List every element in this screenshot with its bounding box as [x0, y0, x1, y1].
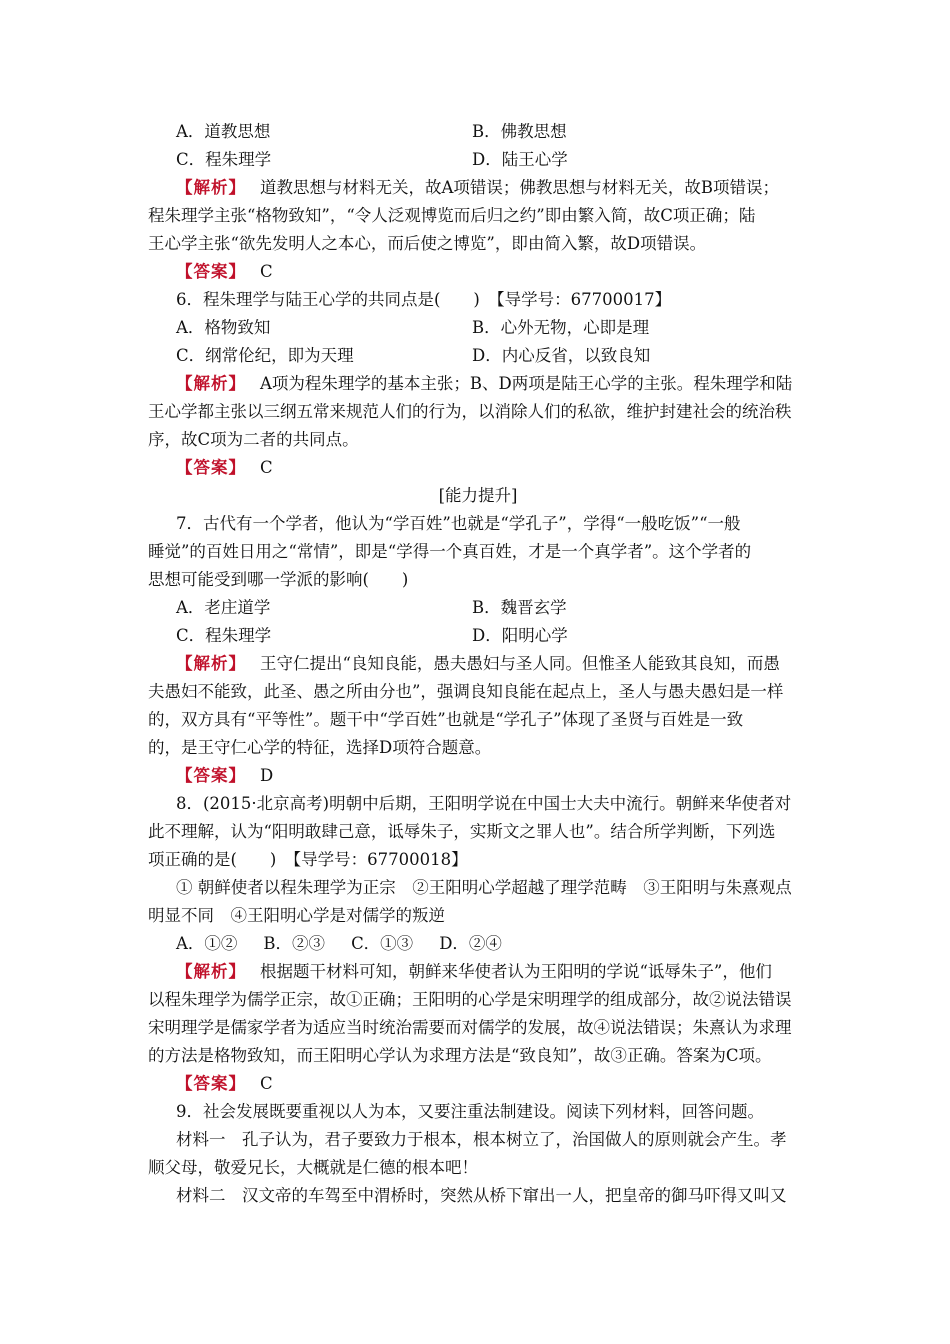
statement-line: 明显不同 ④王阳明心学是对儒学的叛逆 — [148, 906, 445, 925]
option-row — [148, 930, 808, 958]
answer-line — [148, 1070, 808, 1098]
question-stem: 7．古代有一个学者，他认为“学百姓”也就是“学孔子”，学得“一般吃饭”“一般 — [176, 514, 741, 533]
analysis-line: 的，是王守仁心学的特征，选择D项符合题意。 — [148, 738, 492, 757]
analysis-tag: 【解析】 — [176, 374, 246, 393]
section-heading: [能力提升] — [438, 486, 518, 505]
option-b: B．魏晋玄学 — [472, 598, 567, 617]
question-stem: 睡觉”的百姓日用之“常情”，即是“学得一个真百姓，才是一个真学者”。这个学者的 — [148, 542, 752, 561]
statement-line: ① 朝鲜使者以程朱理学为正宗 ②王阳明心学超越了理学范畴 ③王阳明与朱熹观点 — [176, 878, 792, 897]
option-d: D．阳明心学 — [472, 626, 568, 645]
option-c: C．①③ — [351, 934, 414, 953]
document-page — [148, 118, 808, 1210]
analysis-line — [148, 958, 808, 986]
material-line: 材料一 孔子认为，君子要致力于根本，根本树立了，治国做人的原则就会产生。孝 — [176, 1130, 787, 1149]
option-d: D．②④ — [439, 934, 502, 953]
option-row — [148, 118, 808, 146]
material-line: 材料二 汉文帝的车驾至中渭桥时，突然从桥下窜出一人，把皇帝的御马吓得又叫又 — [176, 1186, 787, 1205]
question-stem: 6．程朱理学与陆王心学的共同点是( ) 【导学号：67700017】 — [176, 290, 672, 309]
analysis-line: 程朱理学主张“格物致知”，“令人泛观博览而后归之约”即由繁入简，故C项正确；陆 — [148, 206, 756, 225]
analysis-text: A项为程朱理学的基本主张；B、D两项是陆王心学的主张。程朱理学和陆 — [260, 374, 793, 393]
option-c: C．程朱理学 — [176, 150, 272, 169]
option-a: A．①② — [176, 934, 238, 953]
option-a: A．老庄道学 — [176, 598, 271, 617]
analysis-line: 夫愚妇不能致，此圣、愚之所由分也”，强调良知良能在起点上，圣人与愚夫愚妇是一样 — [148, 682, 784, 701]
answer-value: C — [260, 1074, 273, 1093]
question-stem: 8．(2015·北京高考)明朝中后期，王阳明学说在中国士大夫中流行。朝鲜来华使者对 — [176, 794, 792, 813]
option-b: B．佛教思想 — [472, 122, 567, 141]
answer-value: D — [260, 766, 274, 785]
answer-tag: 【答案】 — [176, 1074, 246, 1093]
question-stem: 思想可能受到哪一学派的影响( ) — [148, 570, 409, 589]
option-row — [148, 314, 808, 342]
option-b: B．②③ — [263, 934, 326, 953]
analysis-line: 宋明理学是儒家学者为适应当时统治需要而对儒学的发展，故④说法错误；朱熹认为求理 — [148, 1018, 792, 1037]
option-row — [148, 622, 808, 650]
option-d: D．陆王心学 — [472, 150, 568, 169]
analysis-line: 王心学主张“欲先发明人之本心，而后使之博览”，即由简入繁，故D项错误。 — [148, 234, 707, 253]
question-stem: 此不理解，认为“阳明敢肆己意，诋辱朱子，实斯文之罪人也”。结合所学判断，下列选 — [148, 822, 776, 841]
answer-tag: 【答案】 — [176, 766, 246, 785]
analysis-line — [148, 370, 808, 398]
answer-tag: 【答案】 — [176, 458, 246, 477]
analysis-line: 王心学都主张以三纲五常来规范人们的行为，以消除人们的私欲，维护封建社会的统治秩 — [148, 402, 792, 421]
analysis-text: 王守仁提出“良知良能，愚夫愚妇与圣人同。但惟圣人能致其良知，而愚 — [260, 654, 780, 673]
analysis-line: 序，故C项为二者的共同点。 — [148, 430, 359, 449]
analysis-line — [148, 650, 808, 678]
answer-tag: 【答案】 — [176, 262, 246, 281]
option-a: A．格物致知 — [176, 318, 271, 337]
option-row — [148, 342, 808, 370]
answer-line — [148, 258, 808, 286]
question-stem: 9．社会发展既要重视以人为本，又要注重法制建设。阅读下列材料，回答问题。 — [176, 1102, 764, 1121]
analysis-line — [148, 174, 808, 202]
analysis-tag: 【解析】 — [176, 178, 246, 197]
analysis-line: 的，双方具有“平等性”。题干中“学百姓”也就是“学孔子”体现了圣贤与百姓是一致 — [148, 710, 744, 729]
option-a: A．道教思想 — [176, 122, 271, 141]
question-stem: 项正确的是( ) 【导学号：67700018】 — [148, 850, 468, 869]
analysis-text: 道教思想与材料无关，故A项错误；佛教思想与材料无关，故B项错误； — [260, 178, 780, 197]
answer-line — [148, 762, 808, 790]
material-line: 顺父母，敬爱兄长，大概就是仁德的根本吧！ — [148, 1158, 478, 1177]
analysis-tag: 【解析】 — [176, 654, 246, 673]
analysis-line: 的方法是格物致知，而王阳明心学认为求理方法是“致良知”，故③正确。答案为C项。 — [148, 1046, 772, 1065]
analysis-line: 以程朱理学为儒学正宗，故①正确；王阳明的心学是宋明理学的组成部分，故②说法错误 — [148, 990, 792, 1009]
analysis-text: 根据题干材料可知，朝鲜来华使者认为王阳明的学说“诋辱朱子”，他们 — [260, 962, 772, 981]
answer-line — [148, 454, 808, 482]
option-row — [148, 146, 808, 174]
analysis-tag: 【解析】 — [176, 962, 246, 981]
option-c: C．程朱理学 — [176, 626, 272, 645]
option-b: B．心外无物，心即是理 — [472, 318, 650, 337]
option-row — [148, 594, 808, 622]
option-d: D．内心反省，以致良知 — [472, 346, 651, 365]
answer-value: C — [260, 458, 273, 477]
option-c: C．纲常伦纪，即为天理 — [176, 346, 354, 365]
answer-value: C — [260, 262, 273, 281]
